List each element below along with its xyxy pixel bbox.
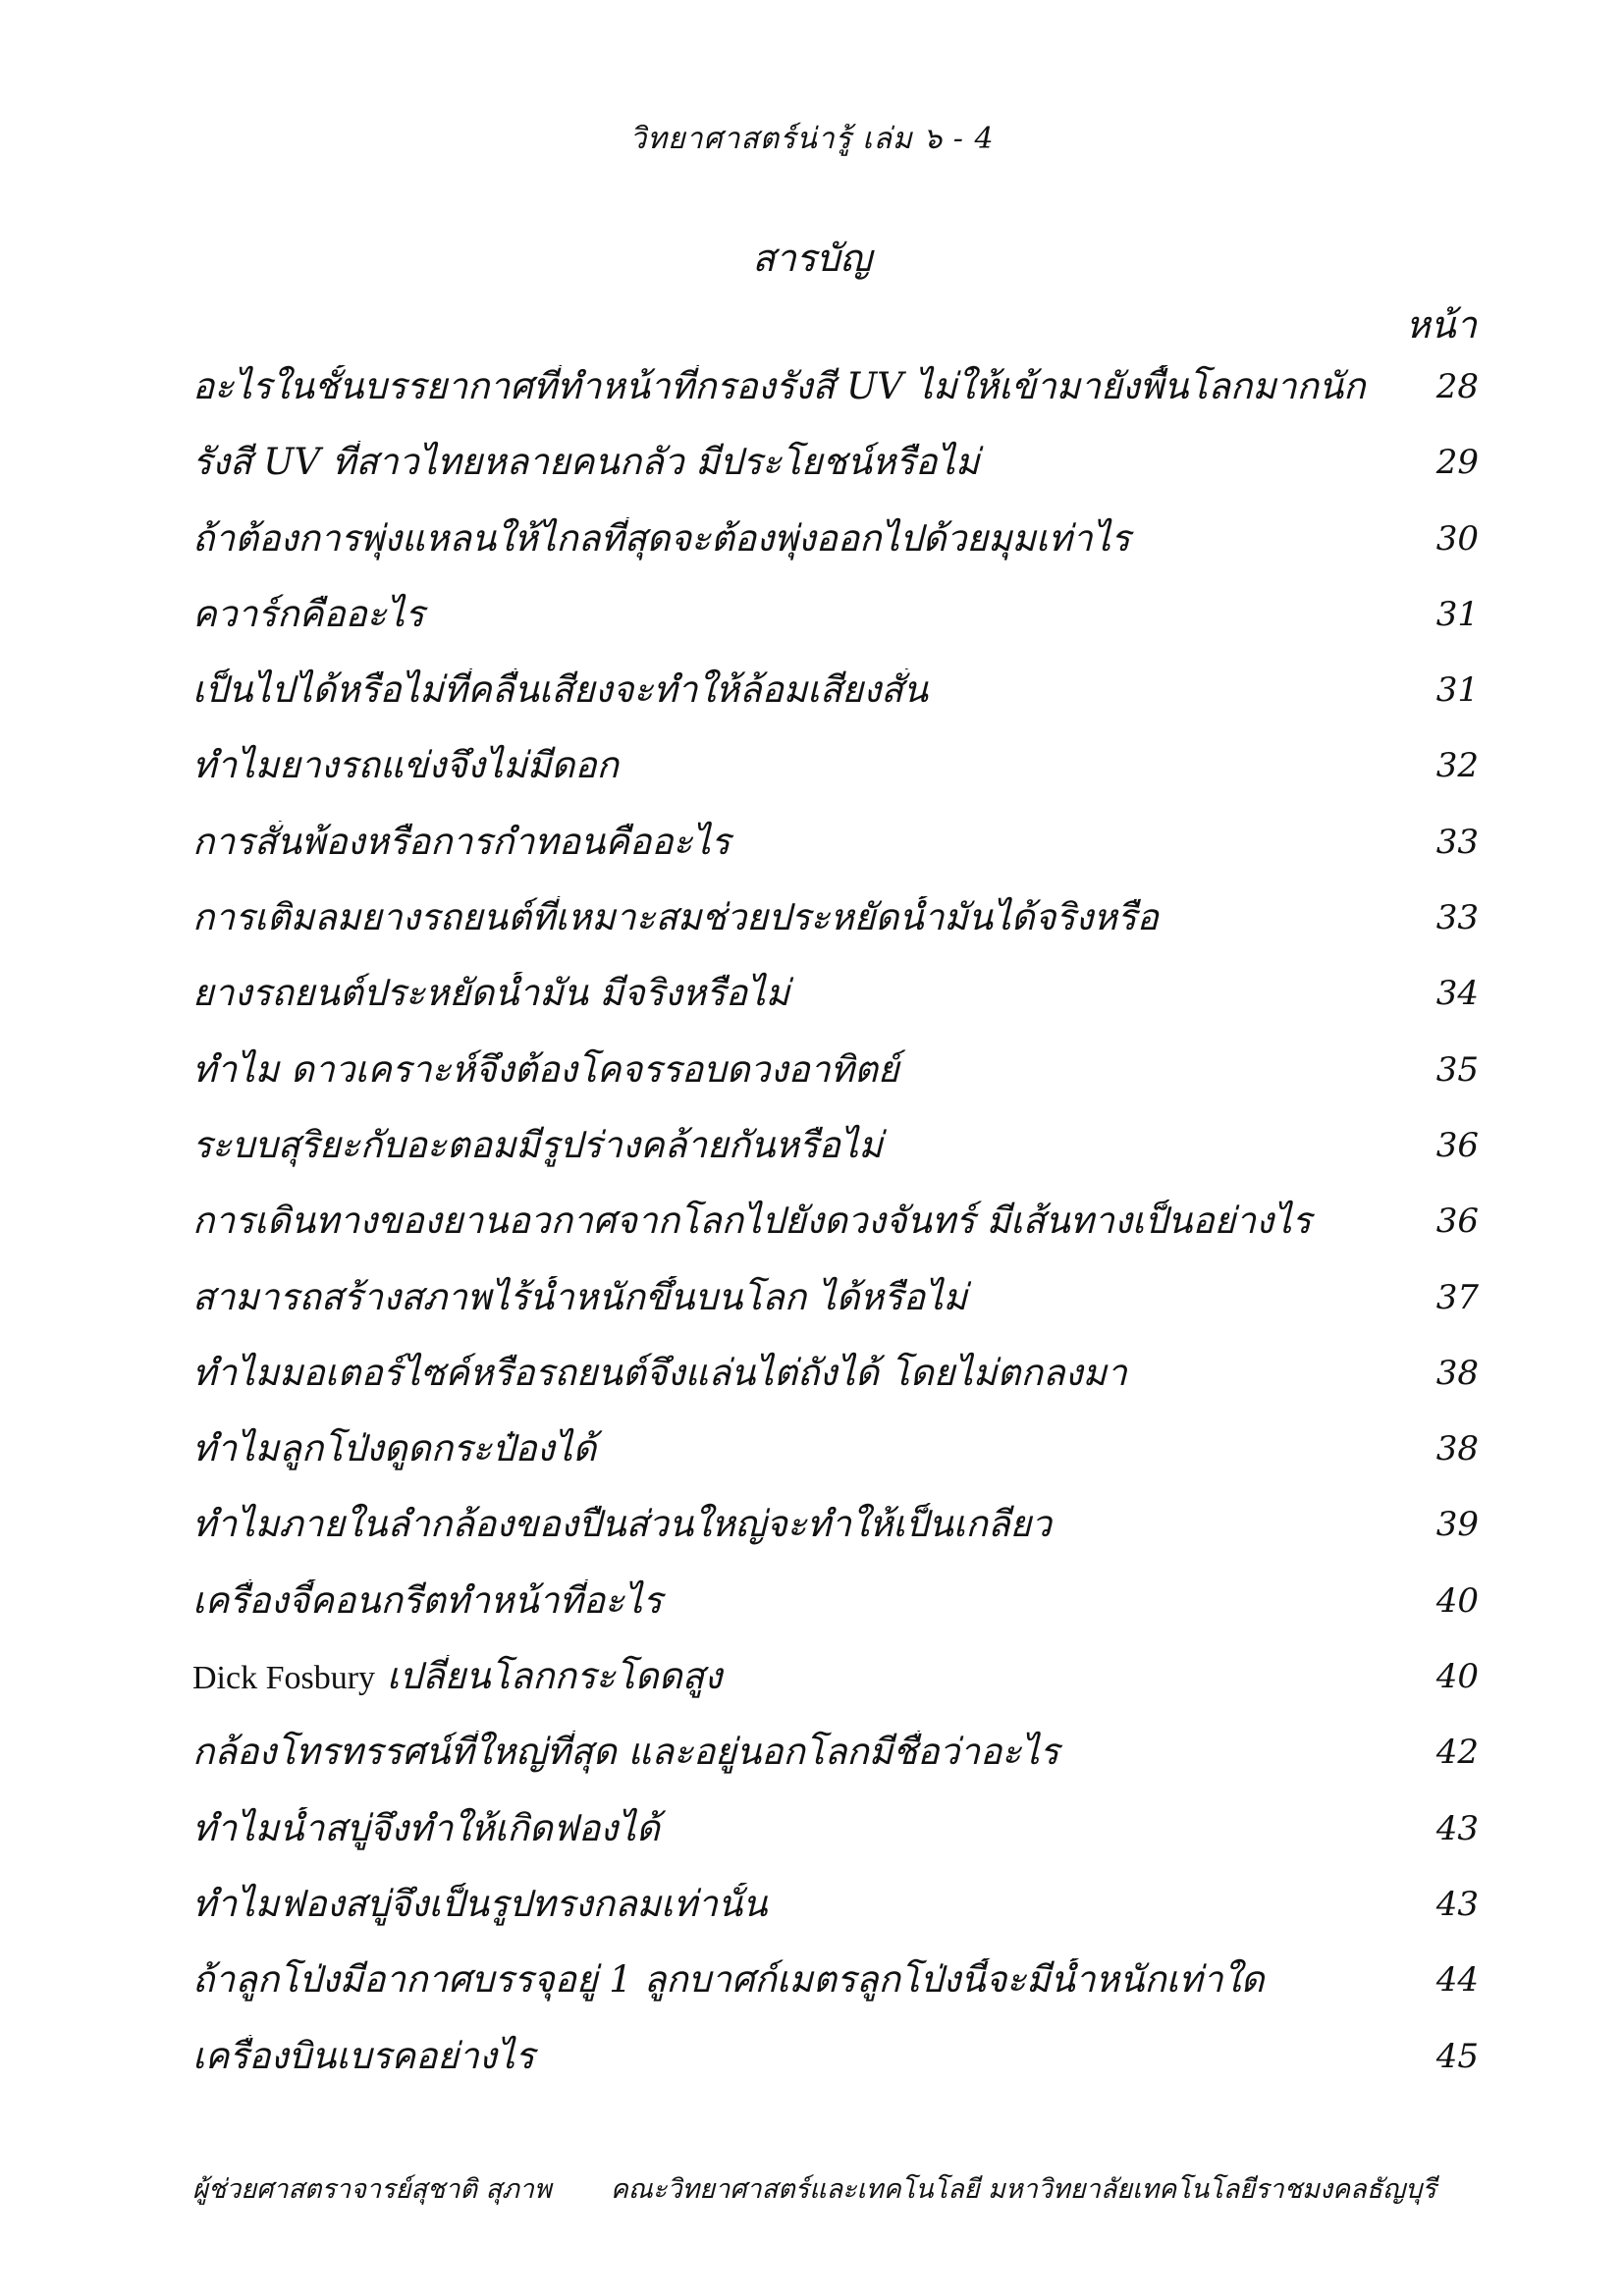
toc-entry (192, 1427, 1479, 1503)
toc-list (192, 365, 1479, 2110)
toc-entry-title: รังสี UV ที่สาวไทยหลายคนกลัว มีประโยชน์หรือไม่ (192, 441, 980, 484)
page-footer (192, 2167, 1469, 2210)
toc-entry-title: เครื่องบินเบรคอย่างไร (192, 2034, 535, 2077)
toc-entry-page: 31 (1435, 670, 1479, 711)
toc-entry (192, 1883, 1479, 1958)
toc-entry-page: 43 (1435, 1884, 1479, 1924)
toc-entry (192, 2035, 1479, 2110)
toc-entry-title: เครื่องจี้คอนกรีตทำหน้าที่อะไร (192, 1578, 663, 1622)
toc-entry (192, 896, 1479, 972)
toc-entry-title-thai: เปลี่ยนโลกกระโดดสูง (375, 1655, 723, 1698)
toc-entry-title: ทำไมภายในลำกล้องของปืนส่วนใหญ่จะทำให้เป็นเกลียว (192, 1503, 1052, 1546)
toc-entry-title: สามารถสร้างสภาพไร้น้ำหนักขึ้นบนโลก ได้หรือไม่ (192, 1275, 968, 1318)
toc-entry-title-latin: Dick Fosbury (192, 1660, 376, 1697)
toc-entry-title: ควาร์กคืออะไร (192, 592, 425, 635)
toc-entry-title: ทำไมมอเตอร์ไซค์หรือรถยนต์จึงแล่นไต่ถังได้ โดยไม่ตกลงมา (192, 1351, 1127, 1394)
toc-entry-title: ระบบสุริยะกับอะตอมมีรูปร่างคล้ายกันหรือไม่ (192, 1123, 883, 1166)
toc-entry-title: ทำไมน้ำสบู่จึงทำให้เกิดฟองได้ (192, 1806, 660, 1849)
toc-entry-page: 32 (1435, 746, 1479, 786)
toc-entry-page: 38 (1435, 1429, 1479, 1469)
toc-entry (192, 517, 1479, 593)
toc-entry (192, 1048, 1479, 1124)
footer-author: ผู้ช่วยศาสตราจารย์สุชาติ สุภาพ (192, 2174, 552, 2205)
toc-entry (192, 1352, 1479, 1427)
toc-entry (192, 821, 1479, 896)
toc-entry-title: กล้องโทรทรรศน์ที่ใหญ่ที่สุด และอยู่นอกโลกมีชื่อว่าอะไร (192, 1731, 1059, 1774)
toc-entry-title: ทำไมฟองสบู่จึงเป็นรูปทรงกลมเท่านั้น (192, 1882, 768, 1925)
toc-entry-page: 43 (1435, 1808, 1479, 1848)
toc-entry-page: 36 (1435, 1201, 1479, 1242)
toc-entry-page: 44 (1435, 1960, 1479, 2001)
toc-entry-title: ทำไมลูกโป่งดูดกระป๋องได้ (192, 1427, 597, 1470)
toc-entry (192, 1503, 1479, 1578)
toc-entry (192, 1579, 1479, 1655)
toc-entry (192, 1655, 1479, 1731)
toc-title: สารบัญ (752, 237, 872, 280)
toc-entry (192, 593, 1479, 668)
toc-entry-title: ถ้าลูกโป่งมีอากาศบรรจุอยู่ 1 ลูกบาศก์เมตรลูกโป่งนี้จะมีน้ำหนักเท่าใด (192, 1958, 1265, 2002)
toc-entry (192, 1958, 1479, 2034)
toc-entry (192, 1124, 1479, 1200)
toc-entry-page: 36 (1435, 1125, 1479, 1165)
toc-entry (192, 744, 1479, 820)
toc-entry-page: 33 (1435, 898, 1479, 938)
toc-entry-page: 42 (1435, 1733, 1479, 1773)
toc-entry (192, 668, 1479, 744)
toc-entry-title: อะไรในชั้นบรรยากาศที่ทำหน้าที่กรองรังสี UV ไม่ให้เข้ามายังพื้นโลกมากนัก (192, 365, 1366, 407)
toc-entry-page: 30 (1435, 518, 1479, 559)
toc-entry-title: ทำไมยางรถแข่งจึงไม่มีดอก (192, 744, 619, 787)
toc-entry-title (192, 1655, 1371, 1700)
toc-entry-title: ทำไม ดาวเคราะห์จึงต้องโคจรรอบดวงอาทิตย์ (192, 1047, 899, 1091)
toc-entry (192, 441, 1479, 516)
toc-entry-page: 33 (1435, 822, 1479, 862)
toc-entry-page: 31 (1435, 594, 1479, 634)
toc-entry (192, 1807, 1479, 1883)
toc-entry-title: การเติมลมยางรถยนต์ที่เหมาะสมช่วยประหยัดน้ำมันได้จริงหรือ (192, 896, 1159, 939)
toc-entry (192, 1731, 1479, 1806)
toc-entry-title: เป็นไปได้หรือไม่ที่คลื่นเสียงจะทำให้ล้อมเสียงสั่น (192, 668, 929, 712)
toc-entry (192, 365, 1479, 441)
toc-entry (192, 1276, 1479, 1352)
running-header: วิทยาศาสตร์น่ารู้ เล่ม ๖ - 4 (629, 122, 995, 156)
toc-entry-page: 45 (1435, 2036, 1479, 2076)
toc-entry-title: การสั่นพ้องหรือการกำทอนคืออะไร (192, 820, 731, 863)
toc-entry-page: 29 (1435, 443, 1479, 483)
toc-entry-page: 35 (1435, 1049, 1479, 1090)
toc-entry-page: 37 (1435, 1277, 1479, 1317)
toc-entry-title: ถ้าต้องการพุ่งแหลนให้ไกลที่สุดจะต้องพุ่งออกไปด้วยมุมเท่าไร (192, 516, 1131, 560)
toc-entry-title: การเดินทางของยานอวกาศจากโลกไปยังดวงจันทร์ มีเส้นทางเป็นอย่างไร (192, 1200, 1312, 1243)
toc-entry-page: 34 (1435, 974, 1479, 1014)
page-column-label: หน้า (1405, 303, 1477, 347)
toc-entry-title: ยางรถยนต์ประหยัดน้ำมัน มีจริงหรือไม่ (192, 972, 790, 1015)
toc-entry-page: 28 (1435, 367, 1479, 406)
footer-affiliation: คณะวิทยาศาสตร์และเทคโนโลยี มหาวิทยาลัยเทคโนโลยีราชมงคลธัญบุรี (610, 2174, 1436, 2205)
toc-entry-page: 40 (1435, 1580, 1479, 1621)
toc-entry-page: 40 (1435, 1657, 1479, 1697)
toc-entry-page: 39 (1435, 1505, 1479, 1545)
toc-entry (192, 1200, 1479, 1275)
toc-entry-page: 38 (1435, 1353, 1479, 1393)
toc-entry (192, 972, 1479, 1047)
